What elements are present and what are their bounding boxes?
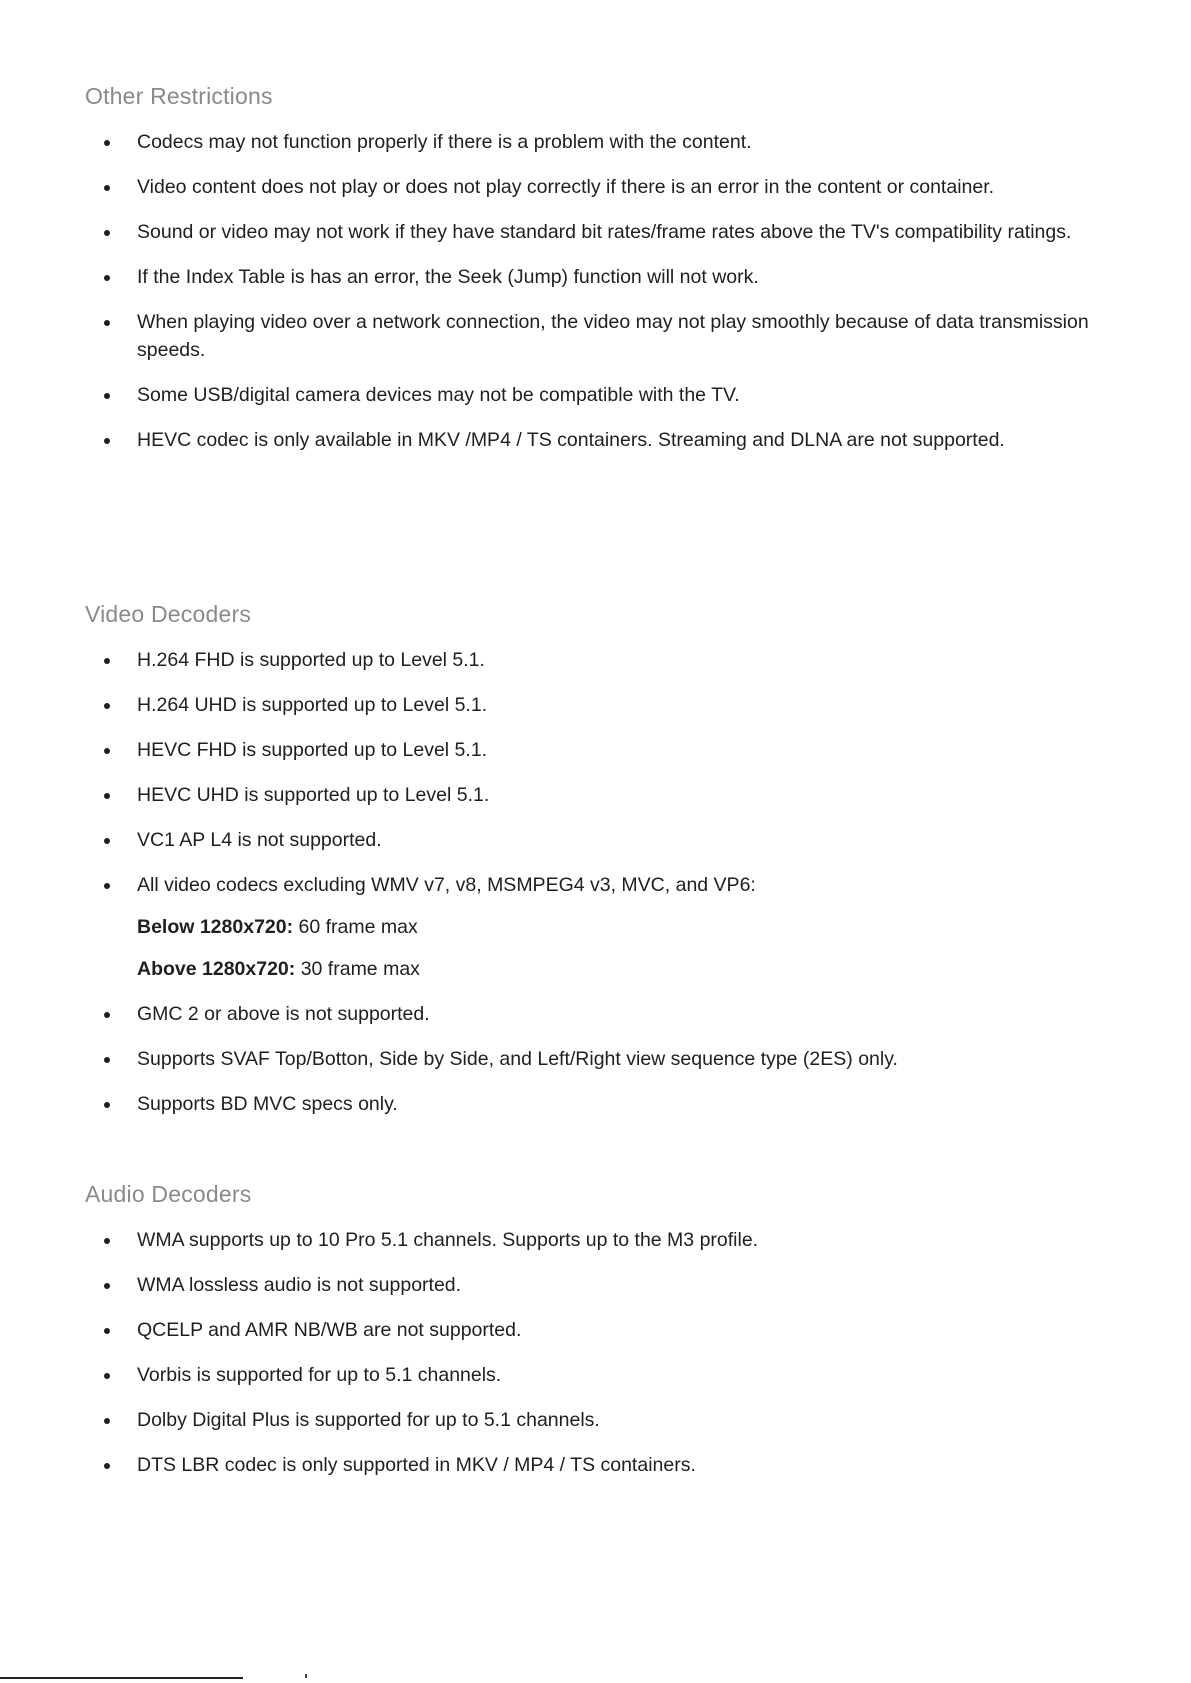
bullet-icon: [104, 748, 110, 754]
frame-limit-above: [137, 955, 1125, 983]
section-title-other-restrictions: Other Restrictions: [85, 83, 273, 109]
frame-limit-below-label: Below 1280x720:: [137, 916, 294, 938]
list-item: [85, 1090, 1125, 1118]
section-title-audio-decoders: Audio Decoders: [85, 1181, 252, 1207]
list-item: [85, 1045, 1125, 1073]
list-item-text: Vorbis is supported for up to 5.1 channels.: [137, 1364, 502, 1386]
frame-limit-below: [137, 913, 1125, 941]
list-item: [85, 308, 1125, 364]
list-item: [85, 263, 1125, 291]
bullet-icon: [104, 230, 110, 236]
list-item: [85, 736, 1125, 764]
list-item-text: If the Index Table is has an error, the Seek (Jump) function will not work.: [137, 266, 759, 288]
bullet-icon: [104, 185, 110, 191]
bullet-icon: [104, 838, 110, 844]
list-item: [85, 218, 1125, 246]
list-item: [85, 1271, 1125, 1299]
list-item: [85, 128, 1125, 156]
bullet-icon: [104, 1418, 110, 1424]
list-item-text: When playing video over a network connection, the video may not play smoothly because of data transmission speeds.: [137, 311, 1089, 361]
video-decoders-list: [85, 646, 1125, 1118]
list-item: [85, 1451, 1125, 1479]
list-item: [85, 1361, 1125, 1389]
list-item-text: Video content does not play or does not play correctly if there is an error in the content or container.: [137, 176, 995, 198]
list-item-text: H.264 UHD is supported up to Level 5.1.: [137, 694, 488, 716]
frame-limit-below-value: 60 frame max: [293, 916, 418, 938]
bullet-icon: [104, 1012, 110, 1018]
bullet-icon: [104, 1373, 110, 1379]
section-other-restrictions: [85, 82, 1125, 471]
footer-mark: [305, 1674, 307, 1678]
bullet-icon: [104, 658, 110, 664]
list-item-text: Supports BD MVC specs only.: [137, 1093, 398, 1115]
footer-divider: [0, 1677, 243, 1679]
bullet-icon: [104, 793, 110, 799]
list-item-text: Some USB/digital camera devices may not be compatible with the TV.: [137, 384, 740, 406]
bullet-icon: [104, 1057, 110, 1063]
list-item-text: GMC 2 or above is not supported.: [137, 1003, 430, 1025]
list-item-text: All video codecs excluding WMV v7, v8, MSMPEG4 v3, MVC, and VP6:: [137, 874, 756, 896]
section-video-decoders: [85, 600, 1125, 1135]
list-item: [85, 381, 1125, 409]
list-item: [85, 1226, 1125, 1254]
frame-limit-above-label: Above 1280x720:: [137, 958, 296, 980]
bullet-icon: [104, 140, 110, 146]
bullet-icon: [104, 1102, 110, 1108]
bullet-icon: [104, 1328, 110, 1334]
list-item: [85, 1000, 1125, 1028]
list-item: [85, 781, 1125, 809]
audio-decoders-list: [85, 1226, 1125, 1479]
list-item-text: Sound or video may not work if they have standard bit rates/frame rates above the TV's compatibility ratings.: [137, 221, 1072, 243]
bullet-icon: [104, 438, 110, 444]
list-item-text: HEVC codec is only available in MKV /MP4 / TS containers. Streaming and DLNA are not supported.: [137, 429, 1005, 451]
list-item-text: Codecs may not function properly if there is a problem with the content.: [137, 131, 752, 153]
bullet-icon: [104, 275, 110, 281]
list-item: [85, 646, 1125, 674]
list-item-text: HEVC UHD is supported up to Level 5.1.: [137, 784, 490, 806]
list-item-text: WMA lossless audio is not supported.: [137, 1274, 462, 1296]
list-item-text: WMA supports up to 10 Pro 5.1 channels. Supports up to the M3 profile.: [137, 1229, 759, 1251]
list-item-text: Dolby Digital Plus is supported for up to 5.1 channels.: [137, 1409, 600, 1431]
list-item: [85, 871, 1125, 983]
bullet-icon: [104, 883, 110, 889]
bullet-icon: [104, 1238, 110, 1244]
bullet-icon: [104, 393, 110, 399]
list-item-text: VC1 AP L4 is not supported.: [137, 829, 382, 851]
list-item: [85, 691, 1125, 719]
bullet-icon: [104, 703, 110, 709]
list-item-text: Supports SVAF Top/Botton, Side by Side, and Left/Right view sequence type (2ES) only.: [137, 1048, 898, 1070]
list-item: [85, 826, 1125, 854]
frame-limit-above-value: 30 frame max: [295, 958, 420, 980]
section-title-video-decoders: Video Decoders: [85, 601, 252, 627]
list-item-text: HEVC FHD is supported up to Level 5.1.: [137, 739, 488, 761]
list-item: [85, 426, 1125, 454]
list-item: [85, 173, 1125, 201]
list-item-text: QCELP and AMR NB/WB are not supported.: [137, 1319, 522, 1341]
bullet-icon: [104, 1463, 110, 1469]
list-item-text: H.264 FHD is supported up to Level 5.1.: [137, 649, 485, 671]
section-audio-decoders: [85, 1180, 1125, 1496]
list-item: [85, 1316, 1125, 1344]
other-restrictions-list: [85, 128, 1125, 454]
bullet-icon: [104, 320, 110, 326]
list-item: [85, 1406, 1125, 1434]
bullet-icon: [104, 1283, 110, 1289]
list-item-text: DTS LBR codec is only supported in MKV / MP4 / TS containers.: [137, 1454, 696, 1476]
